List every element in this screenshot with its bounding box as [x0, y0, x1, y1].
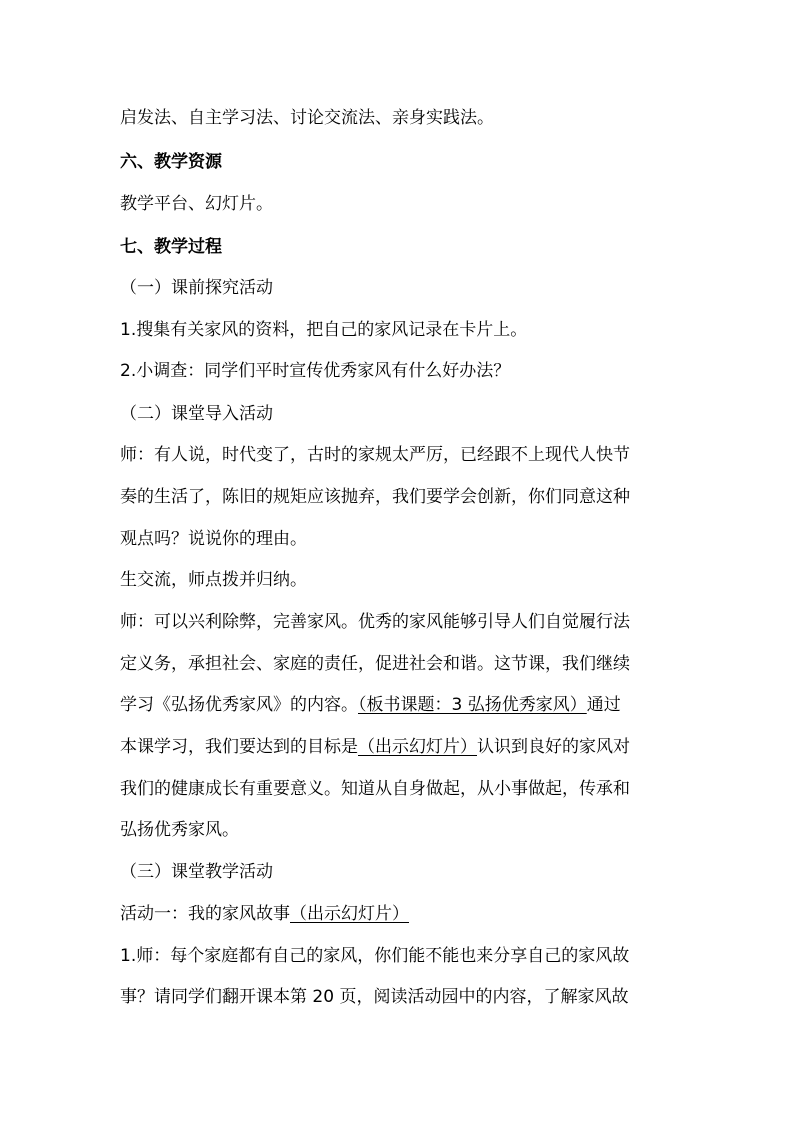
paragraph-line: 观点吗？说说你的理由。 — [120, 529, 307, 549]
text-segment: 认识到良好的家风对 — [477, 737, 630, 757]
text-segment: 学习《弘扬优秀家风》的内容。 — [120, 695, 358, 715]
text-segment: 通过 — [586, 695, 621, 715]
paragraph-line: 定义务，承担社会、家庭的责任，促进社会和谐。这节课，我们继续 — [120, 654, 630, 674]
activity-one-line — [120, 899, 409, 924]
paragraph-line: 弘扬优秀家风。 — [120, 820, 239, 840]
paragraph-line: 生交流，师点拨并归纳。 — [120, 570, 307, 590]
paragraph-line: 事？请同学们翻开课本第 20 页，阅读活动园中的内容，了解家风故 — [120, 987, 629, 1007]
paragraph-line: 奏的生活了，陈旧的规矩应该抛弃，我们要学会创新，你们同意这种 — [120, 487, 630, 507]
slide-note: （出示幻灯片） — [290, 904, 409, 924]
paragraph-line: 师：可以兴利除弊，完善家风。优秀的家风能够引导人们自觉履行法 — [120, 612, 630, 632]
slide-note: （出示幻灯片） — [358, 737, 477, 757]
paragraph-line: 1.师：每个家庭都有自己的家风，你们能不能也来分享自己的家风故 — [120, 946, 630, 966]
text-segment: 本课学习，我们要达到的目标是 — [120, 737, 358, 757]
heading-teaching-resources: 六、教学资源 — [120, 152, 222, 172]
teaching-methods-line: 启发法、自主学习法、讨论交流法、亲身实践法。 — [120, 108, 494, 128]
board-title-note: （板书课题：3 弘扬优秀家风） — [358, 695, 587, 715]
paragraph-line — [120, 690, 621, 715]
subheading-intro: （二）课堂导入活动 — [120, 404, 273, 424]
paragraph-line: 我们的健康成长有重要意义。知道从自身做起，从小事做起，传承和 — [120, 779, 630, 799]
text-segment: 活动一：我的家风故事 — [120, 904, 290, 924]
paragraph-line: 师：有人说，时代变了，古时的家规太严厉，已经跟不上现代人快节 — [120, 445, 630, 465]
subheading-classroom: （三）课堂教学活动 — [120, 862, 273, 882]
heading-teaching-process: 七、教学过程 — [120, 237, 222, 257]
paragraph-line — [120, 732, 630, 757]
list-item-1: 1.搜集有关家风的资料，把自己的家风记录在卡片上。 — [120, 320, 528, 340]
resources-line: 教学平台、幻灯片。 — [120, 194, 273, 214]
list-item-2: 2.小调查：同学们平时宣传优秀家风有什么好办法？ — [120, 361, 511, 381]
subheading-pre-class: （一）课前探究活动 — [120, 278, 273, 298]
